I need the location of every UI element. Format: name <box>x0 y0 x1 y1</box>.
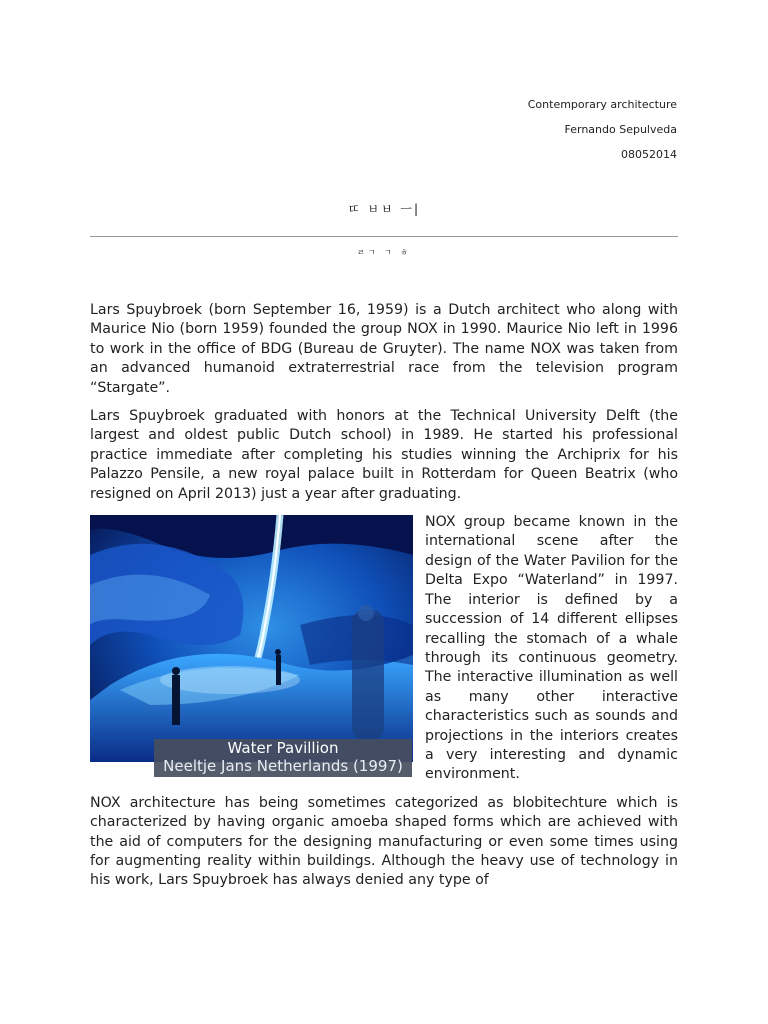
paragraph-water-pavilion: NOX group became known in the international scene after the design of the Water Pavilion for the Delta Expo “Waterland” in 1997. The interior is defined by a succession of 14 different ellipses recalling the stomach of a whale through its continuous geometry. The interactive illumination as well as many other interactive characteristics such as sounds and projections in the interiors creates a very interesting and dynamic environment. <box>425 514 678 783</box>
water-pavilion-figure <box>90 515 413 779</box>
document-title-glyphs: ㄸ ㅂㅂ ㅡ| <box>347 202 421 216</box>
paragraph-education: Lars Spuybroek graduated with honors at the Technical University Delft (the largest and oldest public Dutch school) in 1989. He started his professional practice immediate after completing his studies winning the Archiprix for his Palazzo Pensile, a new royal palace built in Rotterdam for Queen Beatrix (who resigned on April 2013) just a year after graduating. <box>90 408 678 502</box>
water-pavilion-photo <box>90 515 413 762</box>
caption-title: Water Pavillion <box>227 739 339 758</box>
paragraph-intro: Lars Spuybroek (born September 16, 1959) is a Dutch architect who along with Maurice Nio (born 1959) founded the group NOX in 1990. Maurice Nio left in 1996 to work in the office of BDG (Bureau de Gruyter). The name NOX was taken from an advanced humanoid extraterrestrial race from the television program “Stargate”. <box>90 302 678 396</box>
document-date: 08052014 <box>621 148 677 161</box>
paragraph-blobitecture: NOX architecture has being sometimes categorized as blobitechture which is characterized by having organic amoeba shaped forms which are achieved with the aid of computers for the designing manufacturing or even some times using for augmenting reality within buildings. Although the heavy use of technology in his work, Lars Spuybroek has always denied any type of <box>90 794 678 889</box>
figure-caption <box>154 739 412 777</box>
document-header <box>528 92 677 167</box>
document-body <box>90 301 678 900</box>
course-title: Contemporary architecture <box>527 98 677 111</box>
author-name: Fernando Sepulveda <box>564 123 677 136</box>
caption-subtitle: Neeltje Jans Netherlands (1997) <box>163 757 403 776</box>
document-subtitle-glyphs: ㄹㄱ ㄱ ㅎ <box>357 248 411 257</box>
title-divider <box>90 236 678 237</box>
